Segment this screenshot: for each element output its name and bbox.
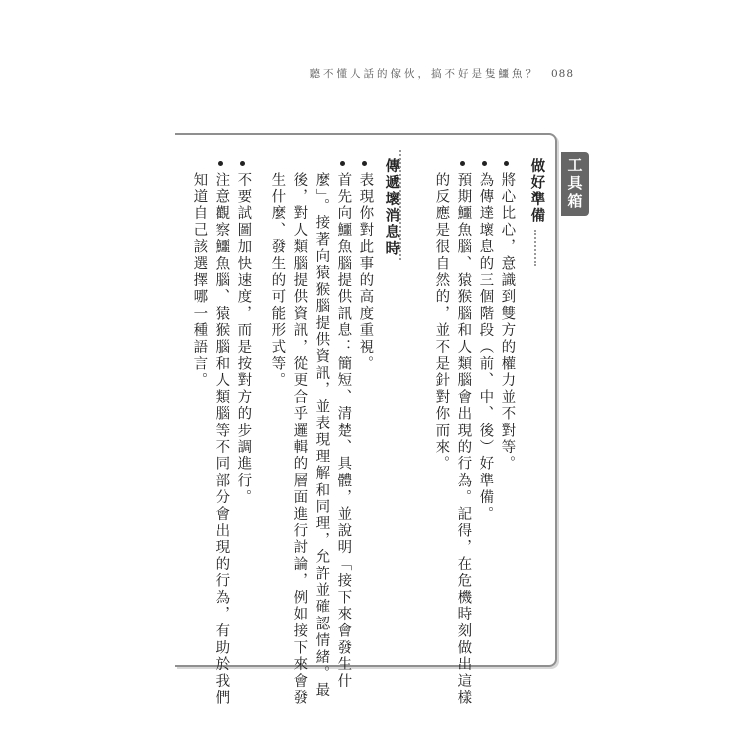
delivery-line-3: 麼」。接著向猿猴腦提供資訊，並表現理解和同理，允許並確認情緒。最 — [313, 172, 330, 700]
running-header — [309, 66, 574, 81]
prep-line-1: 將心比心，意識到雙方的權力並不對等。 — [499, 172, 516, 473]
prep-line-3: 預期鱷魚腦、猿猴腦和人類腦會出現的行為。記得，在危機時刻做出這樣 — [455, 172, 472, 707]
prep-line-4: 的反應是很自然的，並不是針對你而來。 — [433, 172, 450, 473]
prep-bullet-1 — [504, 161, 509, 166]
delivery-line-1: 表現你對此事的高度重視。 — [357, 172, 374, 373]
book-title: 聽不懂人話的傢伙，搞不好是隻鱷魚？ — [309, 68, 539, 80]
toolbox-tab: 工具箱 — [561, 152, 589, 216]
delivery-bullet-1 — [362, 161, 367, 166]
prep-title-dots — [534, 230, 536, 266]
delivery-line-6: 不要試圖加快速度，而是按對方的步調進行。 — [235, 172, 252, 506]
page-number: 088 — [550, 68, 574, 80]
delivery-line-5: 生什麼、發生的可能形式等。 — [269, 172, 286, 390]
delivery-bullet-3 — [240, 161, 245, 166]
delivery-title: 傳遞壞消息時 — [383, 158, 400, 257]
delivery-bullet-4 — [218, 161, 223, 166]
delivery-title-dots — [399, 150, 401, 260]
delivery-line-7: 注意觀察鱷魚腦、猿猴腦和人類腦等不同部分會出現的行為，有助於我們 — [213, 172, 230, 707]
prep-bullet-3 — [460, 161, 465, 166]
prep-line-2: 為傳達壞息的三個階段（前、中、後）好準備。 — [477, 172, 494, 523]
prep-title: 做好準備 — [528, 158, 545, 224]
delivery-line-8: 知道自己該選擇哪一種語言。 — [191, 172, 208, 390]
delivery-line-2: 首先向鱷魚腦提供訊息：簡短、清楚、具體，並說明「接下來會發生什 — [335, 172, 352, 690]
delivery-bullet-2 — [340, 161, 345, 166]
prep-bullet-2 — [482, 161, 487, 166]
delivery-line-4: 後，對人類腦提供資訊，從更合乎邏輯的層面進行討論，例如接下來會發 — [291, 172, 308, 707]
